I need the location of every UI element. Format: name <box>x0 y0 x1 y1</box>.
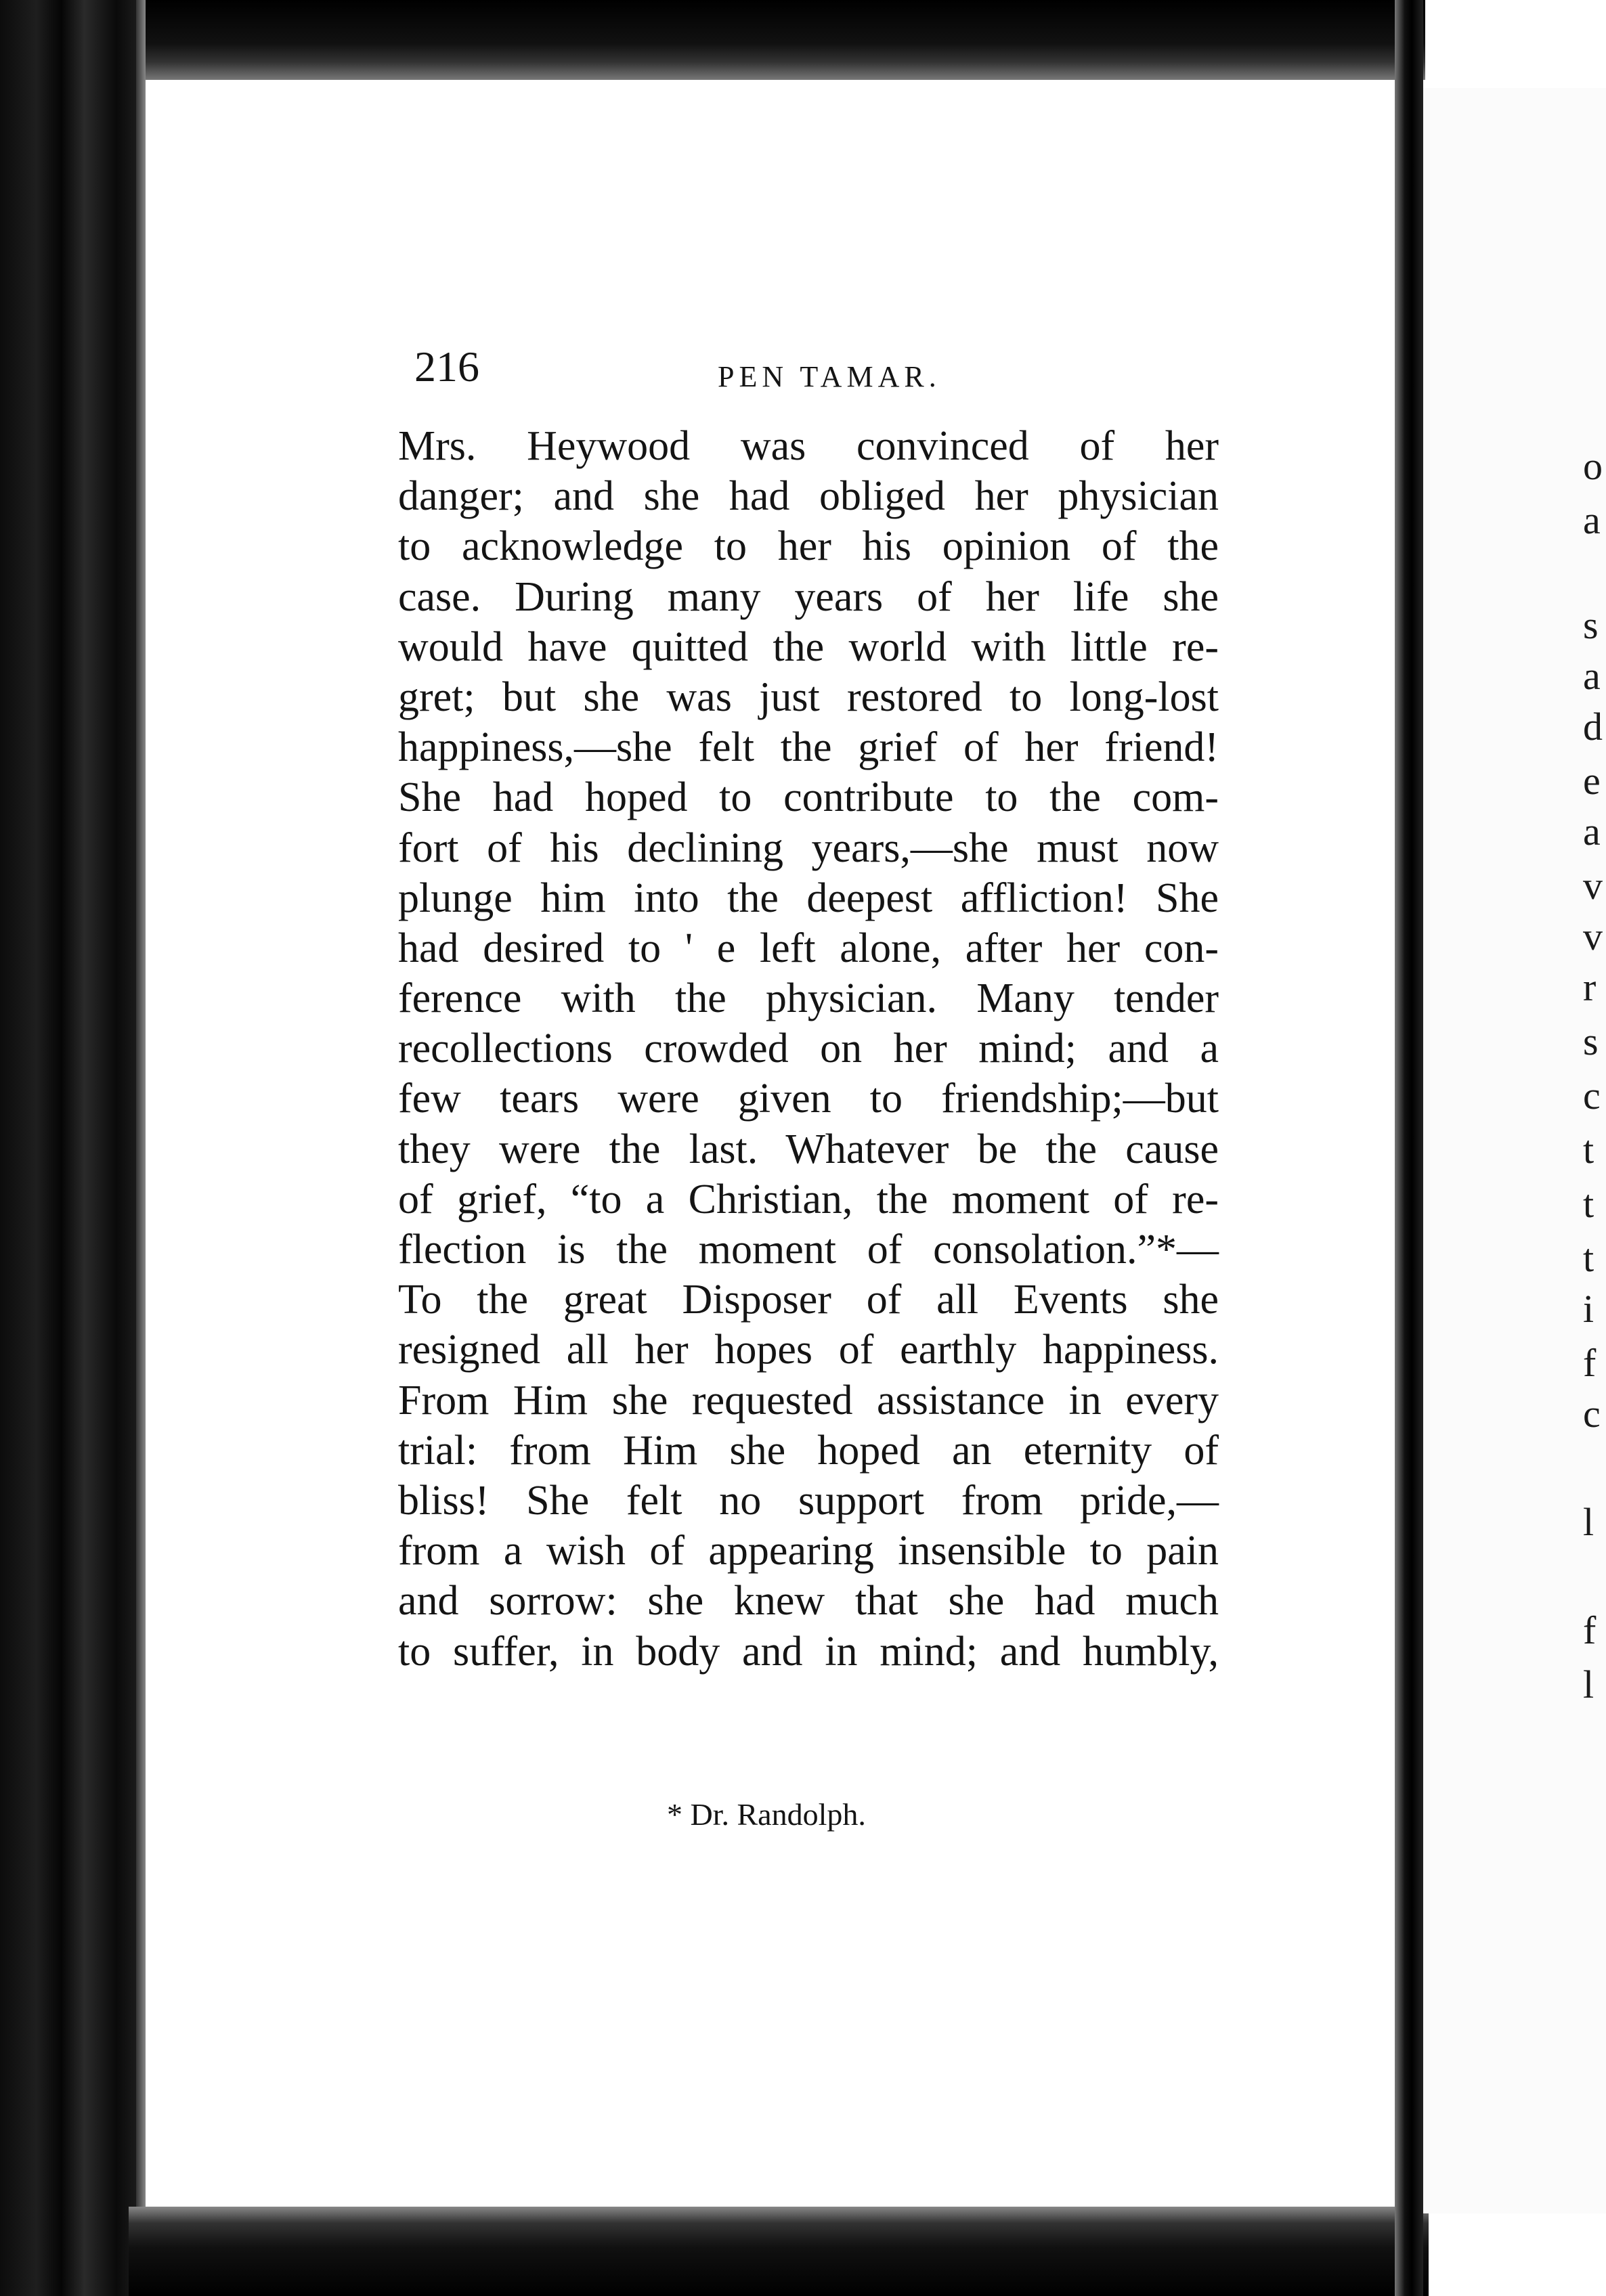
text-line: From Him she requested assistance in every <box>398 1377 1219 1423</box>
text-line: flection is the moment of consolation.”*— <box>398 1227 1219 1273</box>
facing-page-letter: l <box>1583 1500 1594 1544</box>
facing-page-letter: f <box>1583 1608 1597 1652</box>
facing-page-letter: e <box>1583 759 1601 803</box>
facing-page-letter: v <box>1583 864 1603 908</box>
text-line: to suffer, in body and in mind; and humbly, <box>398 1628 1219 1675</box>
facing-page-letter: a <box>1583 654 1601 698</box>
text-line: gret; but she was just restored to long-lost <box>398 674 1219 720</box>
facing-page-letter: d <box>1583 705 1603 749</box>
text-line: ference with the physician. Many tender <box>398 975 1219 1022</box>
book-gutter <box>1395 0 1423 2296</box>
footnote: * Dr. Randolph. <box>667 1797 866 1832</box>
top-scan-border <box>146 0 1425 80</box>
text-line: few tears were given to friendship;—but <box>398 1076 1219 1122</box>
facing-page-letter: s <box>1583 1019 1599 1063</box>
facing-page-letter: r <box>1583 965 1597 1009</box>
text-line: they were the last. Whatever be the cause <box>398 1126 1219 1172</box>
facing-page-letter: o <box>1583 444 1603 488</box>
bottom-scan-border <box>129 2207 1429 2296</box>
text-line: Mrs. Heywood was convinced of her <box>398 423 1219 469</box>
facing-page-letter: v <box>1583 914 1603 958</box>
text-line: from a wish of appearing insensible to pain <box>398 1528 1219 1574</box>
facing-page-letter: i <box>1583 1287 1594 1331</box>
facing-page-letter: s <box>1583 603 1599 647</box>
text-line: of grief, “to a Christian, the moment of re- <box>398 1176 1219 1222</box>
text-line: danger; and she had obliged her physician <box>398 473 1219 520</box>
facing-page-letter: t <box>1583 1128 1594 1172</box>
text-line: would have quitted the world with little re- <box>398 623 1219 670</box>
text-line: bliss! She felt no support from pride,— <box>398 1477 1219 1524</box>
text-line: had desired to ' e left alone, after her con- <box>398 925 1219 971</box>
text-line: fort of his declining years,—she must now <box>398 824 1219 871</box>
running-title: PEN TAMAR. <box>718 360 941 393</box>
facing-page-letter: a <box>1583 498 1601 542</box>
facing-page-letter: l <box>1583 1662 1594 1706</box>
facing-page-sliver <box>1423 88 1606 2213</box>
page-number: 216 <box>414 343 479 391</box>
text-line: She had hoped to contribute to the com- <box>398 774 1219 821</box>
text-line: and sorrow: she knew that she had much <box>398 1578 1219 1625</box>
facing-page-letter: a <box>1583 810 1601 854</box>
text-line: to acknowledge to her his opinion of the <box>398 523 1219 570</box>
facing-page-letter: f <box>1583 1341 1597 1385</box>
body-text <box>398 421 1219 1677</box>
facing-page-letter: c <box>1583 1392 1601 1436</box>
text-line: To the great Disposer of all Events she <box>398 1277 1219 1323</box>
facing-page-letter: t <box>1583 1236 1594 1280</box>
text-line: recollections crowded on her mind; and a <box>398 1025 1219 1072</box>
text-line: trial: from Him she hoped an eternity of <box>398 1427 1219 1474</box>
text-line: resigned all her hopes of earthly happiness. <box>398 1327 1219 1373</box>
book-spine-edge <box>0 0 146 2296</box>
facing-page-letter: c <box>1583 1074 1601 1118</box>
facing-page-letter: t <box>1583 1182 1594 1226</box>
text-line: happiness,—she felt the grief of her friend! <box>398 724 1219 771</box>
text-line: case. During many years of her life she <box>398 573 1219 620</box>
text-line: plunge him into the deepest affliction! She <box>398 875 1219 921</box>
